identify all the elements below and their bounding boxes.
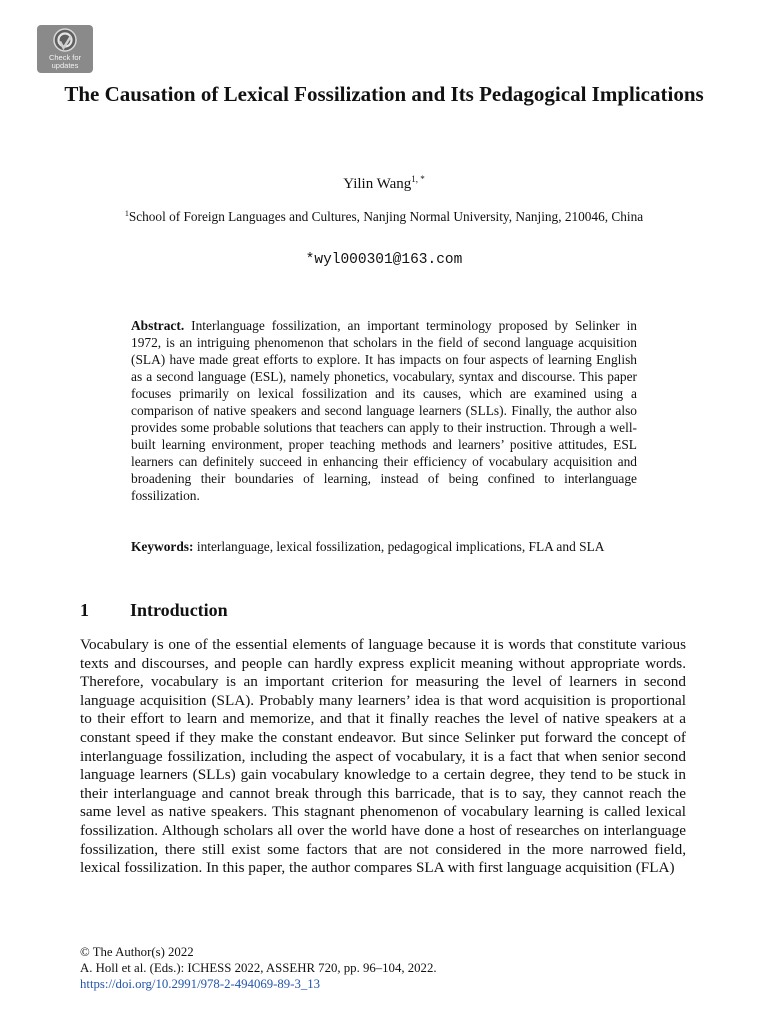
keywords-label: Keywords: [131,539,194,554]
abstract [131,317,637,505]
keywords [131,538,637,555]
paper-title: The Causation of Lexical Fossilization and Its Pedagogical Implications [64,82,704,106]
section-title: Introduction [130,600,228,620]
abstract-text: Interlanguage fossilization, an important terminology proposed by Selinker in 1972, is an intriguing phenomenon that scholars in the field of second language acquisition (SLA) have made great efforts to explore. It has impacts on four aspects of learning English as a second language (ESL), namely phonetics, vocabulary, syntax and discourse. This paper focuses primarily on lexical fossilization and its causes, which are examined using a comparison of native speakers and second language learners (SLLs). Finally, the author also provides some probable solutions that teachers can apply to their instruction. Through a well-built learning environment, proper teaching methods and learners’ positive attitudes, ESL learners can definitely succeed in enhancing their efficiency of vocabulary acquisition and broadening their boundaries of learning, instead of being confined to interlanguage fossilization. [131,318,637,504]
copyright-line: © The Author(s) 2022 [80,945,194,959]
section-number: 1 [80,600,89,620]
section-heading [80,598,228,622]
check-for-updates-label: Check for updates [48,53,82,70]
affiliation-text: School of Foreign Languages and Cultures, Nanjing Normal University, Nanjing, 210046, China [128,209,644,224]
author-affiliation-marks: 1, * [411,174,425,184]
citation-line: A. Holl et al. (Eds.): ICHESS 2022, ASSEHR 720, pp. 96–104, 2022. [80,961,437,975]
introduction-paragraph: Vocabulary is one of the essential elements of language because it is words that constitute various texts and discourses, and people can hardly express explicit meaning without appropriate words. Therefore, vocabulary is an important criterion for measuring the level of learners in second language acquisition (SLA). Probably many learners’ idea is that word acquisition is proportional to their effort to learn and memorize, and that it finally reaches the level of native speakers at a constant speed if they make the constant endeavor. But since Selinker put forward the concept of interlanguage fossilization, including the aspect of vocabulary, it is a fact that when senior second language learners (SLLs) gain vocabulary knowledge to a certain degree, they tend to be stuck in their interlanguage and cannot break through this barricade, that is to say, they cannot reach the same level as native speakers. This stagnant phenomenon of vocabulary learning is called lexical fossilization. Although scholars all over the world have done a host of researches on interlanguage fossilization, there still exist some factors that are not considered in the more narrowed field, lexical fossilization. In this paper, the author compares SLA with first language acquisition (FLA) [80,636,686,877]
keywords-text: interlanguage, lexical fossilization, pedagogical implications, FLA and SLA [196,539,605,554]
affiliation-mark: 1 [124,209,129,218]
check-for-updates-badge[interactable] [37,25,93,73]
abstract-label: Abstract. [131,318,185,333]
affiliation [90,205,678,225]
author-line [0,170,768,193]
author-email: *wyl000301@163.com [305,252,463,268]
check-for-updates-icon [50,28,80,54]
author-name: Yilin Wang [343,176,412,192]
doi-link[interactable]: https://doi.org/10.2991/978-2-494069-89-3_13 [80,977,321,991]
page-footer [80,944,686,992]
